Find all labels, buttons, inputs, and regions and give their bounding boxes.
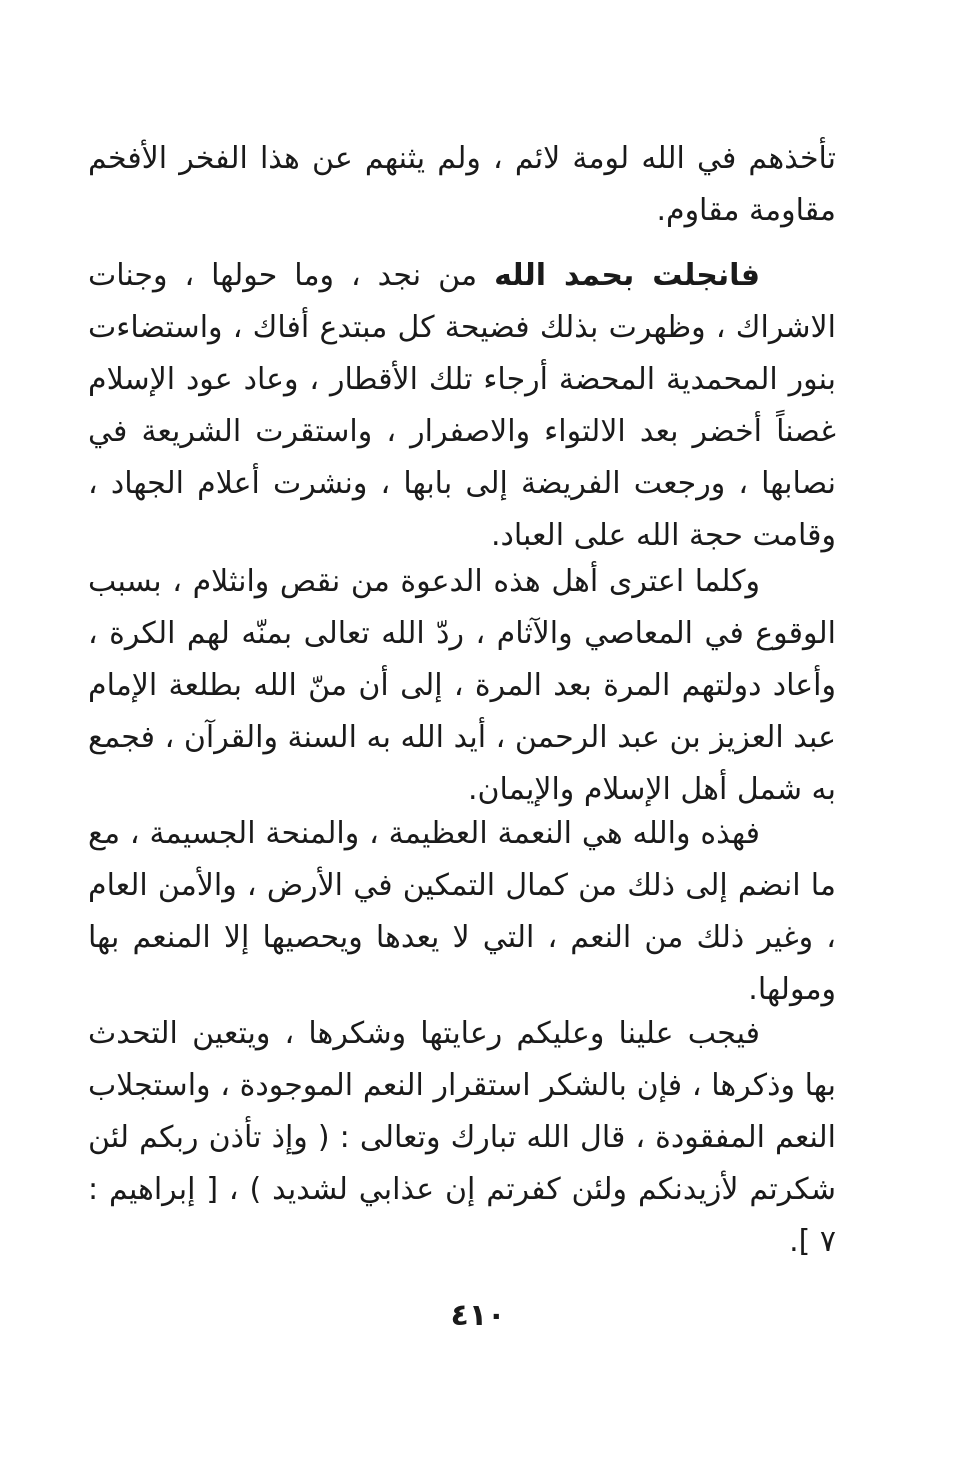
paragraph-3 <box>88 556 836 816</box>
paragraph-4-text: فهذه والله هي النعمة العظيمة ، والمنحة الجسيمة ، مع ما انضم إلى ذلك من كمال التمكين في الأرض ، والأمن العام ، وغير ذلك من النعم ، التي لا يعدها ويحصيها إلا المنعم بها ومولها. <box>88 816 836 1007</box>
paragraph-4 <box>88 808 836 1016</box>
paragraph-2-lead: فانجلت بحمد الله <box>494 258 760 293</box>
paragraph-2-body: من نجد ، وما حولها ، وجنات الاشراك ، وظهرت بذلك فضيحة كل مبتدع أفاك ، واستضاءت بنور المحمدية المحضة أرجاء تلك الأقطار ، وعاد عود الإسلام غصناً أخضر بعد الالتواء والاصفرار ، واستقرت الشريعة في نصابها ، ورجعت الفريضة إلى بابها ، ونشرت أعلام الجهاد ، وقامت حجة الله على العباد. <box>88 258 836 553</box>
paragraph-2 <box>88 250 836 562</box>
page-number: ٤١٠ <box>450 1298 506 1333</box>
paragraph-3-text: وكلما اعترى أهل هذه الدعوة من نقص وانثلام ، بسبب الوقوع في المعاصي والآثام ، ردّ الله تعالى بمنّه لهم الكرة ، وأعاد دولتهم المرة بعد المرة ، إلى أن منّ الله بطلعة الإمام عبد العزيز بن عبد الرحمن ، أيد الله به السنة والقرآن ، فجمع به شمل أهل الإسلام والإيمان. <box>88 564 836 807</box>
paragraph-5 <box>88 1008 836 1268</box>
paragraph-2-text <box>88 250 836 562</box>
paragraph-1 <box>88 133 836 237</box>
paragraph-1-text: تأخذهم في الله لومة لائم ، ولم يثنهم عن هذا الفخر الأفخم مقاومة مقاوم. <box>88 141 836 228</box>
paragraph-5-text: فيجب علينا وعليكم رعايتها وشكرها ، ويتعين التحدث بها وذكرها ، فإن بالشكر استقرار النعم الموجودة ، واستجلاب النعم المفقودة ، قال الله تبارك وتعالى : ( وإذ تأذن ربكم لئن شكرتم لأزيدنكم ولئن كفرتم إن عذابي لشديد ) ، [ إبراهيم : ٧ ]. <box>88 1016 836 1259</box>
